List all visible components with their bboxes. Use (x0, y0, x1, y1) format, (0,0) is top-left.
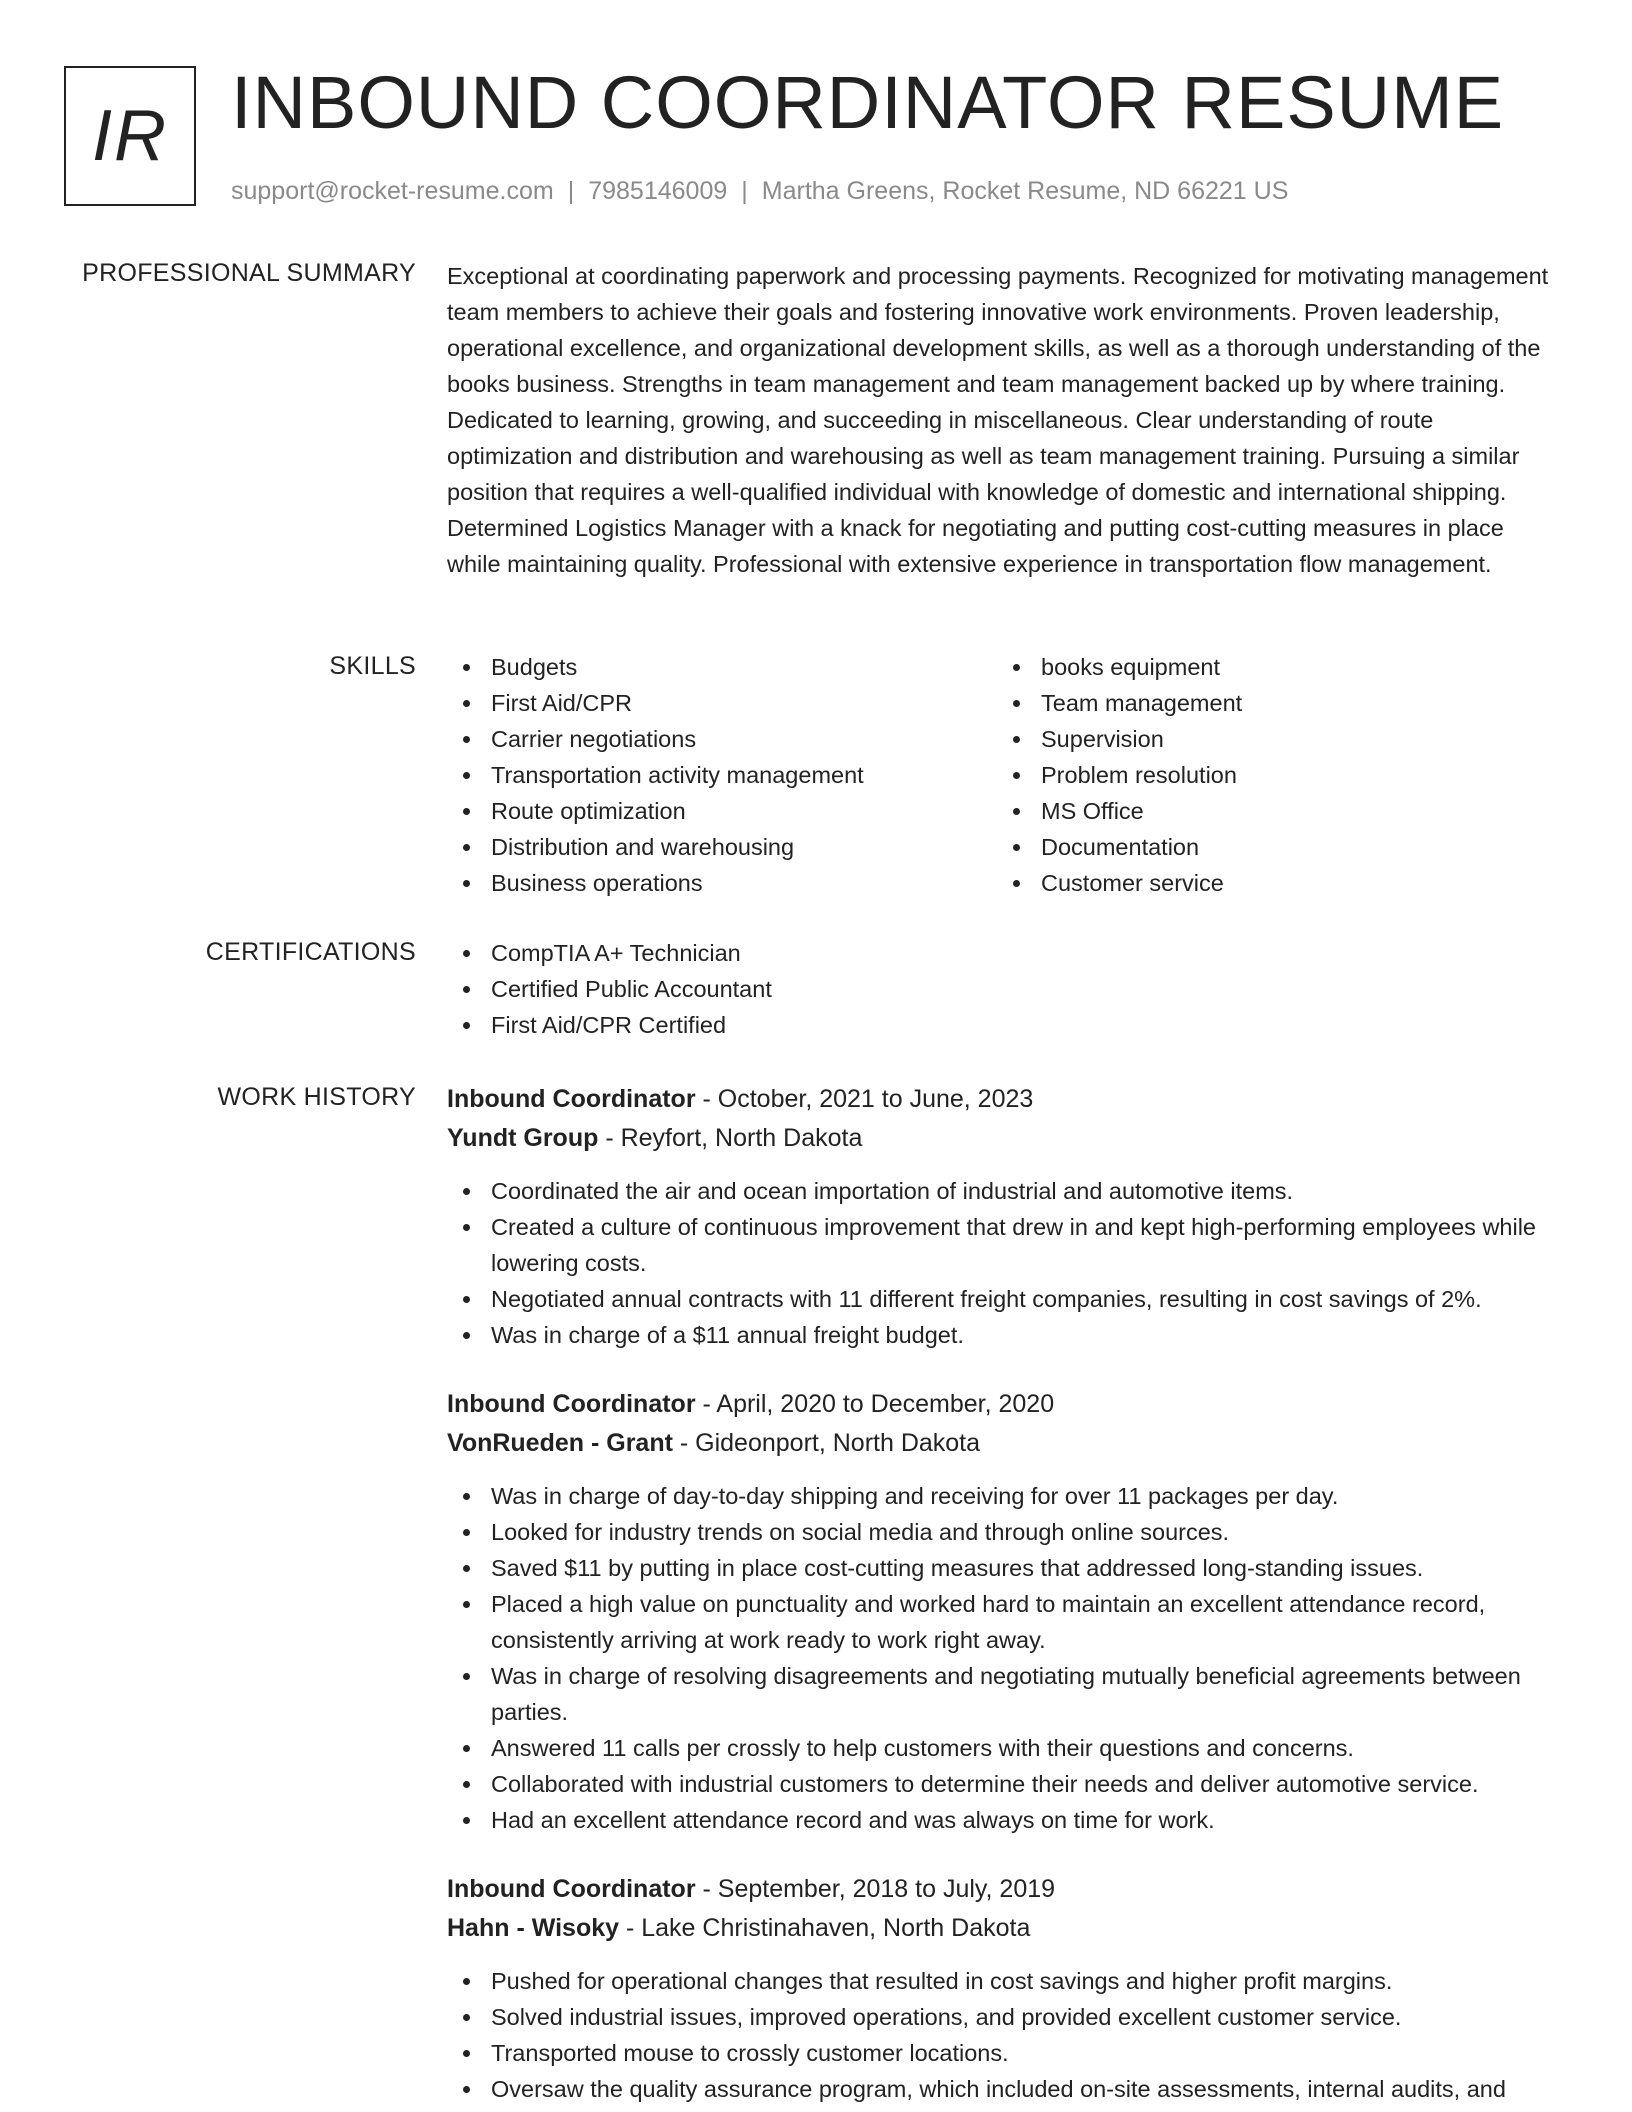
job-bullet: Coordinated the air and ocean importation of industrial and automotive items. (447, 1173, 1562, 1209)
skill-item: Supervision (997, 721, 1547, 757)
job-bullet: Was in charge of day-to-day shipping and receiving for over 11 packages per day. (447, 1478, 1562, 1514)
skill-item: First Aid/CPR (447, 685, 997, 721)
job-entry (447, 1870, 1562, 2107)
monogram-logo (64, 66, 196, 206)
skill-item: Budgets (447, 649, 997, 685)
contact-email[interactable]: support@rocket-resume.com (231, 177, 554, 205)
job-bullet: Transported mouse to crossly customer locations. (447, 2035, 1562, 2071)
job-company: Hahn - Wisoky (447, 1914, 620, 1942)
skill-item: Transportation activity management (447, 757, 997, 793)
job-bullet: Created a culture of continuous improvement that drew in and kept high-performing employees while lowering costs. (447, 1209, 1562, 1281)
skill-item: MS Office (997, 793, 1547, 829)
job-dates: - September, 2018 to July, 2019 (695, 1875, 1056, 1903)
job-company-line (447, 1119, 1562, 1158)
job-location: - Lake Christinahaven, North Dakota (619, 1914, 1031, 1942)
skill-item: Carrier negotiations (447, 721, 997, 757)
contact-address: Martha Greens, Rocket Resume, ND 66221 US (761, 177, 1289, 205)
job-company: Yundt Group (447, 1124, 599, 1152)
skill-item: Problem resolution (997, 757, 1547, 793)
certifications-body (447, 935, 1562, 1043)
skills-columns (447, 649, 1562, 901)
job-bullet: Looked for industry trends on social media and through online sources. (447, 1514, 1562, 1550)
section-label-skills: SKILLS (329, 652, 416, 680)
skills-body (447, 649, 1562, 901)
job-bullet: Was in charge of a $11 annual freight budget. (447, 1317, 1562, 1353)
certification-item: CompTIA A+ Technician (447, 935, 1562, 971)
job-title: Inbound Coordinator (447, 1390, 696, 1418)
certification-item: Certified Public Accountant (447, 971, 1562, 1007)
job-title: Inbound Coordinator (447, 1875, 696, 1903)
section-label-work-history: WORK HISTORY (217, 1083, 416, 1111)
certifications-list (447, 935, 1562, 1043)
skill-item: Customer service (997, 865, 1547, 901)
section-label-summary: PROFESSIONAL SUMMARY (82, 259, 416, 287)
job-dates: - April, 2020 to December, 2020 (695, 1390, 1055, 1418)
skills-list-right (997, 649, 1547, 901)
skills-column-left (447, 649, 997, 901)
job-bullet: Collaborated with industrial customers to determine their needs and deliver automotive service. (447, 1766, 1562, 1802)
job-company: VonRueden - Grant (447, 1429, 673, 1457)
skill-item: Business operations (447, 865, 997, 901)
contact-line (231, 176, 1288, 206)
monogram-initials: IR (92, 96, 168, 176)
job-title-line (447, 1870, 1562, 1909)
page-title: INBOUND COORDINATOR RESUME (231, 61, 1505, 144)
contact-phone[interactable]: 7985146009 (588, 177, 728, 205)
job-company-line (447, 1909, 1562, 1948)
job-company-line (447, 1424, 1562, 1463)
job-entry (447, 1385, 1562, 1838)
work-history-body (447, 1080, 1562, 2112)
job-bullet: Placed a high value on punctuality and worked hard to maintain an excellent attendance record, consistently arriving at work ready to work right away. (447, 1586, 1562, 1658)
summary-text: Exceptional at coordinating paperwork and processing payments. Recognized for motivating management team members to achieve their goals and fostering innovative work environments. Proven leadership, operational excellence, and organizational development skills, as well as a thorough understanding of the books business. Strengths in team management and team management backed up by where training. Dedicated to learning, growing, and succeeding in miscellaneous. Clear understanding of route optimization and distribution and warehousing as well as team management training. Pursuing a similar position that requires a well-qualified individual with knowledge of domestic and international shipping. Determined Logistics Manager with a knack for negotiating and putting cost-cutting measures in place while maintaining quality. Professional with extensive experience in transportation flow management. (447, 263, 1549, 577)
skill-item: Route optimization (447, 793, 997, 829)
skills-column-right (997, 649, 1547, 901)
job-bullet: Was in charge of resolving disagreements and negotiating mutually beneficial agreements between parties. (447, 1658, 1562, 1730)
job-location: - Gideonport, North Dakota (672, 1429, 981, 1457)
job-location: - Reyfort, North Dakota (598, 1124, 863, 1152)
contact-separator: | (567, 177, 575, 205)
job-title-line (447, 1385, 1562, 1424)
job-bullets (447, 1173, 1562, 1353)
contact-separator: | (741, 177, 748, 205)
job-bullet: Saved $11 by putting in place cost-cutting measures that addressed long-standing issues. (447, 1550, 1562, 1586)
skill-item: Distribution and warehousing (447, 829, 997, 865)
job-bullet: Had an excellent attendance record and was always on time for work. (447, 1802, 1562, 1838)
job-bullet: Oversaw the quality assurance program, which included on-site assessments, internal audits, and (447, 2071, 1562, 2107)
job-bullets (447, 1963, 1562, 2107)
job-dates: - October, 2021 to June, 2023 (695, 1085, 1034, 1113)
job-entry (447, 1080, 1562, 1353)
job-bullet: Negotiated annual contracts with 11 different freight companies, resulting in cost savings of 2%. (447, 1281, 1562, 1317)
job-bullet: Pushed for operational changes that resulted in cost savings and higher profit margins. (447, 1963, 1562, 1999)
skill-item: Documentation (997, 829, 1547, 865)
skill-item: Team management (997, 685, 1547, 721)
job-title: Inbound Coordinator (447, 1085, 696, 1113)
section-label-certifications: CERTIFICATIONS (205, 938, 416, 966)
skill-item: books equipment (997, 649, 1547, 685)
summary-body (447, 258, 1562, 582)
job-bullet: Solved industrial issues, improved operations, and provided excellent customer service. (447, 1999, 1562, 2035)
job-bullets (447, 1478, 1562, 1838)
job-title-line (447, 1080, 1562, 1119)
job-bullet: Answered 11 calls per crossly to help customers with their questions and concerns. (447, 1730, 1562, 1766)
skills-list-left (447, 649, 997, 901)
certification-item: First Aid/CPR Certified (447, 1007, 1562, 1043)
